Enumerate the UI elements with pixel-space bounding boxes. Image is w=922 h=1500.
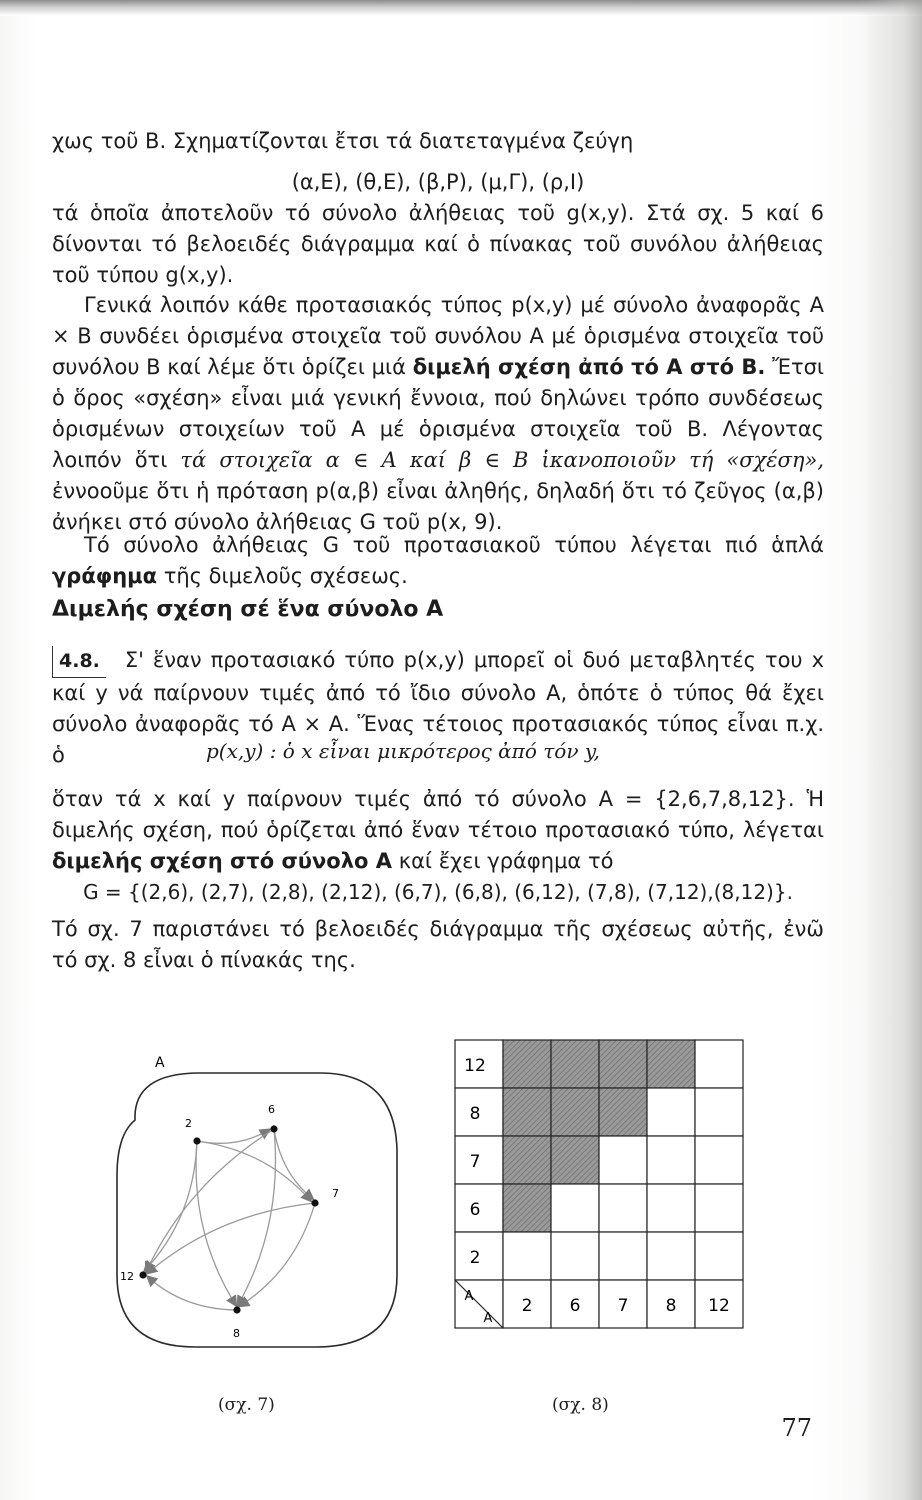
col-label-6: 6	[569, 1296, 581, 1316]
cell-12-6	[551, 1040, 599, 1088]
cell-6-12	[695, 1184, 743, 1232]
col-label-2: 2	[521, 1296, 533, 1316]
cell-6-8	[647, 1184, 695, 1232]
arrow-2-to-12	[145, 1141, 197, 1270]
set-label: Α	[155, 1055, 165, 1071]
paragraph-3-part-a: Γενικά λοιπόν κάθε προτασιακός τύπος p(x,y) μέ σύνολο ἀναφορᾶς Α × Β συνδέει ὁρισμένα στοιχεῖα τοῦ συνόλου Α μέ ὁρισμένα στοιχεῖα τοῦ συνόλου Β καί λέμε ὅτι ὁρίζει μιά	[52, 293, 824, 379]
paragraph-3	[52, 290, 824, 538]
cell-6-2	[503, 1184, 551, 1232]
figure-7-arrow-diagram	[95, 1045, 425, 1365]
cell-8-8	[647, 1088, 695, 1136]
table-grid	[455, 1040, 743, 1328]
paragraph-6-part-a: ὅταν τά x καί y παίρνουν τιμές ἀπό τό σύνολο Α = {2,6,7,8,12}. Ἡ διμελής σχέση, πού ὁρίζεται ἀπό ἕναν τέτοιο προτασιακό τύπο, λέγεται	[52, 787, 824, 842]
paragraph-3-part-b: Ἔτσι ὁ ὅρος «σχέση» εἶναι μιά γενική ἔννοια, πού δηλώνει τρόπο συνδέσεως ὁρισμένων στοιχείων τοῦ Α μέ ὁρισμένα στοιχεῖα τοῦ Β. Λέγοντας λοιπόν ὅτι	[52, 355, 825, 472]
paragraph-4-part-a: Τό σύνολο ἀλήθειας G τοῦ προτασιακοῦ τύπου λέγεται πιό ἁπλά	[84, 533, 824, 557]
col-label-12: 12	[708, 1296, 730, 1316]
paragraph-3-part-c: ἐννοοῦμε ὅτι ἡ πρόταση p(α,β) εἶναι ἀληθής, δηλαδή ὅτι τό ζεῦγος (α,β) ἀνήκει στό σύνολο ἀλήθειας G τοῦ p(x, 9).	[52, 479, 824, 534]
cell-8-2	[503, 1088, 551, 1136]
cell-2-2	[503, 1232, 551, 1280]
cell-8-6	[551, 1088, 599, 1136]
ordered-pairs-line: (α,Ε), (θ,Ε), (β,Ρ), (μ,Γ), (ρ,Ι)	[291, 170, 585, 194]
paragraph-6-part-b: καί ἔχει γράφημα τό	[398, 849, 614, 873]
graph-set-line: G = {(2,6), (2,7), (2,8), (2,12), (6,7), (6,8), (6,12), (7,8), (7,12),(8,12)}.	[83, 880, 793, 904]
page-number: 77	[781, 1414, 812, 1442]
cell-7-2	[503, 1136, 551, 1184]
term-binary-relation: διμελή σχέση ἀπό τό Α στό Β.	[412, 355, 766, 379]
paragraph-1: χως τοῦ Β. Σχηματίζονται ἔτσι τά διατεταγμένα ζεύγη	[52, 129, 634, 153]
paragraph-3-italic: τά στοιχεῖα α ∈ Α καί β ∈ Β ἱκανοποιοῦν τή «σχέση»,	[180, 448, 824, 472]
cell-7-6	[551, 1136, 599, 1184]
formula-line: p(x,y) : ὁ x εἶναι μικρότερος ἀπό τόν y,	[206, 739, 600, 763]
point-label-2: 2	[185, 1117, 192, 1130]
paragraph-6	[52, 784, 824, 877]
paragraph-7: Τό σχ. 7 παριστάνει τό βελοειδές διάγραμμα τῆς σχέσεως αὐτῆς, ἐνῶ τό σχ. 8 εἶναι ὁ πίνακάς της.	[52, 917, 824, 972]
arrow-2-to-6	[197, 1130, 269, 1144]
page-top-shadow	[0, 0, 922, 16]
corner-label-bottom: Α	[483, 1311, 493, 1326]
point-6	[270, 1125, 277, 1132]
arrow-2-to-7	[197, 1141, 311, 1201]
cell-12-12	[695, 1040, 743, 1088]
cell-2-12	[695, 1232, 743, 1280]
term-binary-relation-in-set: διμελής σχέση στό σύνολο Α	[52, 849, 392, 873]
cell-12-2	[503, 1040, 551, 1088]
row-label-6: 6	[469, 1200, 481, 1220]
arrow-edges	[145, 1129, 315, 1310]
cell-12-8	[647, 1040, 695, 1088]
cell-7-7	[599, 1136, 647, 1184]
point-8	[233, 1306, 240, 1313]
cell-8-7	[599, 1088, 647, 1136]
row-label-2: 2	[469, 1248, 481, 1268]
paragraph-5-text: Σ' ἕναν προτασιακό τύπο p(x,y) μπορεῖ οἱ δυό μεταβλητές του x καί y νά παίρνουν τιμές ἀπό τό ἴδιο σύνολο Α, ὁπότε ὁ τύπος θά ἔχει σύνολο ἀναφορᾶς τό Α × Α. Ἕνας τέτοιος προτασιακός τύπος εἶναι π.χ. ὁ	[52, 648, 824, 767]
point-7	[311, 1199, 318, 1206]
point-label-7: 7	[332, 1187, 339, 1200]
arrow-6-to-8	[238, 1129, 275, 1305]
paragraph-4	[52, 530, 824, 592]
figure-8-caption: (σχ. 8)	[552, 1395, 609, 1415]
section-number: 4.8.	[52, 646, 106, 678]
point-label-12: 12	[120, 1270, 134, 1283]
page-right-shadow	[860, 0, 922, 1500]
point-12	[139, 1271, 146, 1278]
paragraph-4-part-b: τῆς διμελοῦς σχέσεως.	[163, 564, 408, 588]
corner-label-top: Α	[464, 1289, 474, 1304]
col-label-7: 7	[617, 1296, 629, 1316]
cell-2-6	[551, 1232, 599, 1280]
point-label-6: 6	[268, 1103, 275, 1116]
cell-8-12	[695, 1088, 743, 1136]
figure-8-relation-table	[445, 1030, 765, 1375]
arrow-6-to-7	[274, 1129, 313, 1199]
cell-12-7	[599, 1040, 647, 1088]
arrow-8-to-12	[148, 1277, 237, 1310]
section-heading: Διμελής σχέση σέ ἕνα σύνολο Α	[52, 597, 444, 622]
cell-2-7	[599, 1232, 647, 1280]
cell-7-12	[695, 1136, 743, 1184]
figure-7-caption: (σχ. 7)	[218, 1395, 275, 1415]
arrow-nodes	[120, 1103, 339, 1340]
row-label-8: 8	[469, 1104, 481, 1124]
arrow-7-to-12	[148, 1203, 315, 1273]
cell-6-7	[599, 1184, 647, 1232]
cell-2-8	[647, 1232, 695, 1280]
set-boundary	[117, 1073, 397, 1347]
point-2	[193, 1137, 200, 1144]
term-graph: γράφημα	[52, 564, 158, 588]
row-label-12: 12	[464, 1056, 486, 1076]
row-label-7: 7	[469, 1152, 481, 1172]
cell-7-8	[647, 1136, 695, 1184]
col-label-8: 8	[665, 1296, 677, 1316]
arrow-7-to-8	[240, 1203, 315, 1306]
cell-6-6	[551, 1184, 599, 1232]
point-label-8: 8	[233, 1327, 240, 1340]
paragraph-2: τά ὁποῖα ἀποτελοῦν τό σύνολο ἀλήθειας τοῦ g(x,y). Στά σχ. 5 καί 6 δίνονται τό βελοειδές διάγραμμα καί ὁ πίνακας τοῦ συνόλου ἀλήθειας τοῦ τύπου g(x,y).	[52, 201, 824, 287]
